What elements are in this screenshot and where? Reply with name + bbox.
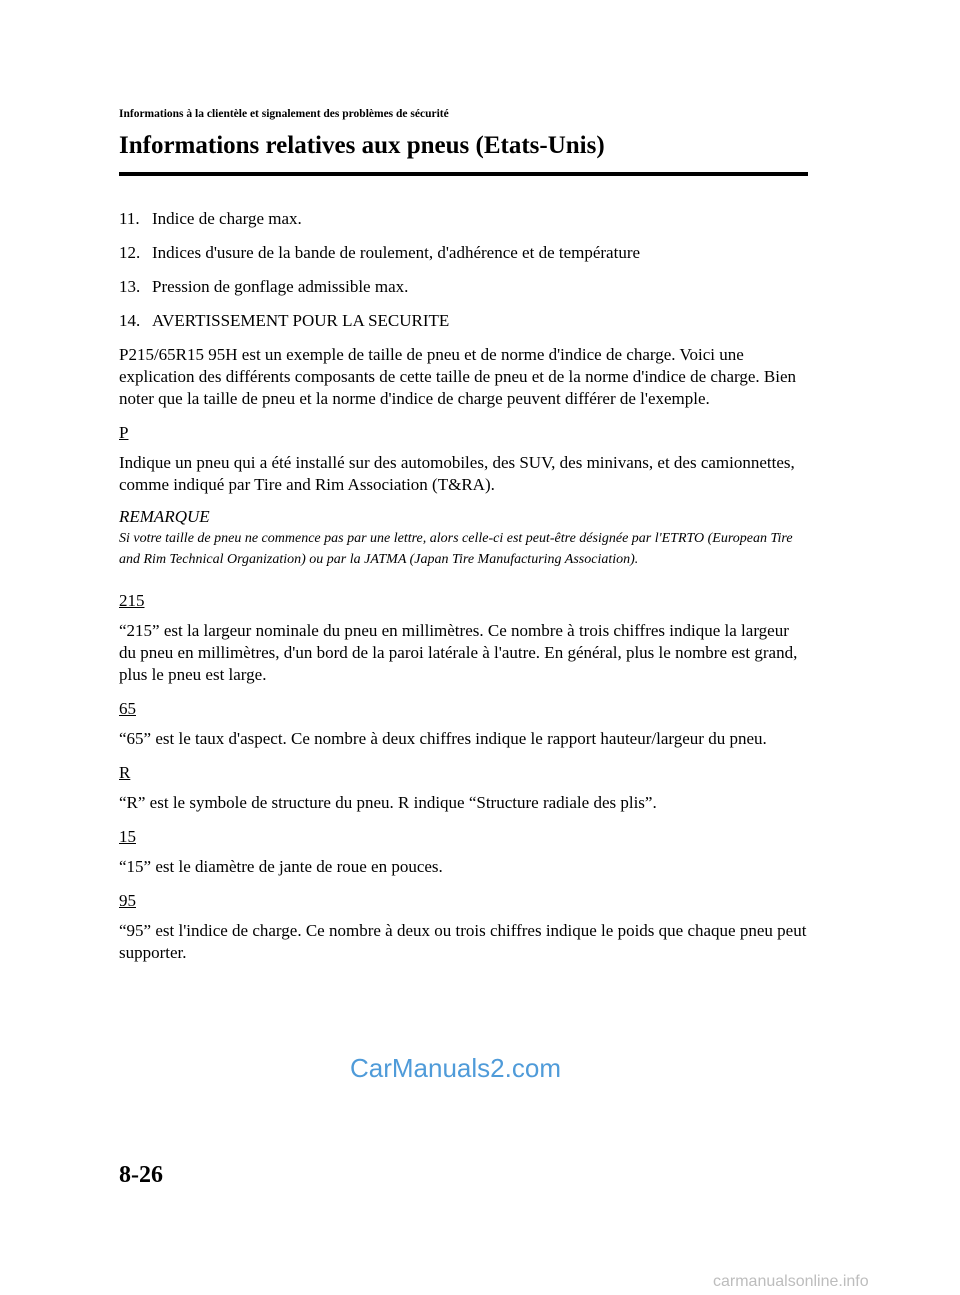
section-heading-95: 95: [119, 891, 136, 910]
section-text-15: “15” est le diamètre de jante de roue en pouces.: [119, 857, 443, 876]
section-heading-r: R: [119, 763, 131, 782]
list-item-text: Pression de gonflage admissible max.: [152, 277, 409, 296]
section-text-215: “215” est la largeur nominale du pneu en millimètres. Ce nombre à trois chiffres indique la largeur du pneu en millimètres, d'un bord de la paroi latérale à l'autre. En général, plus le nombre est grand, plus le pneu est large.: [119, 621, 798, 684]
list-item-number: 14.: [119, 311, 141, 330]
list-item-number: 11.: [119, 209, 140, 228]
list-item: [119, 208, 808, 230]
section-text-65: “65” est le taux d'aspect. Ce nombre à deux chiffres indique le rapport hauteur/largeur du pneu.: [119, 729, 767, 748]
list-item-number: 12.: [119, 243, 141, 262]
section-heading-215: 215: [119, 591, 145, 610]
section-text-95: “95” est l'indice de charge. Ce nombre à deux ou trois chiffres indique le poids que chaque pneu peut supporter.: [119, 921, 807, 962]
page-number: 8-26: [119, 1162, 163, 1188]
watermark-logo: CarManuals2.com: [350, 1053, 561, 1083]
note-title: REMARQUE: [119, 507, 210, 526]
list-item: [119, 310, 808, 332]
section-heading-15: 15: [119, 827, 136, 846]
list-item-text: Indice de charge max.: [152, 209, 302, 228]
footer-watermark: carmanualsonline.info: [713, 1273, 869, 1290]
title-divider: [119, 172, 808, 176]
section-heading-p: P: [119, 423, 129, 442]
list-item-text: Indices d'usure de la bande de roulement, d'adhérence et de température: [152, 243, 641, 262]
intro-paragraph: P215/65R15 95H est un exemple de taille de pneu et de norme d'indice de charge. Voici une explication des différents composants de cette taille de pneu et de la norme d'indice de charge. Bien noter que la taille de pneu et la norme d'indice de charge peuvent différer de l'exemple.: [119, 345, 796, 408]
list-item-text: AVERTISSEMENT POUR LA SECURITE: [152, 311, 450, 330]
section-text-p: Indique un pneu qui a été installé sur des automobiles, des SUV, des minivans, et des camionnettes, comme indiqué par Tire and Rim Association (T&RA).: [119, 453, 795, 494]
section-text-r: “R” est le symbole de structure du pneu. R indique “Structure radiale des plis”.: [119, 793, 657, 812]
list-item-number: 13.: [119, 277, 141, 296]
section-heading-65: 65: [119, 699, 136, 718]
page-title: Informations relatives aux pneus (Etats-Unis): [119, 132, 605, 159]
section-label: Informations à la clientèle et signalement des problèmes de sécurité: [119, 108, 449, 120]
page-content: [119, 208, 808, 976]
list-item: [119, 276, 808, 298]
list-item: [119, 242, 808, 264]
note-text: Si votre taille de pneu ne commence pas par une lettre, alors celle-ci est peut-être désignée par l'ETRTO (European Tire and Rim Technical Organization) ou par la JATMA (Japan Tire Manufacturing Association).: [119, 531, 793, 567]
